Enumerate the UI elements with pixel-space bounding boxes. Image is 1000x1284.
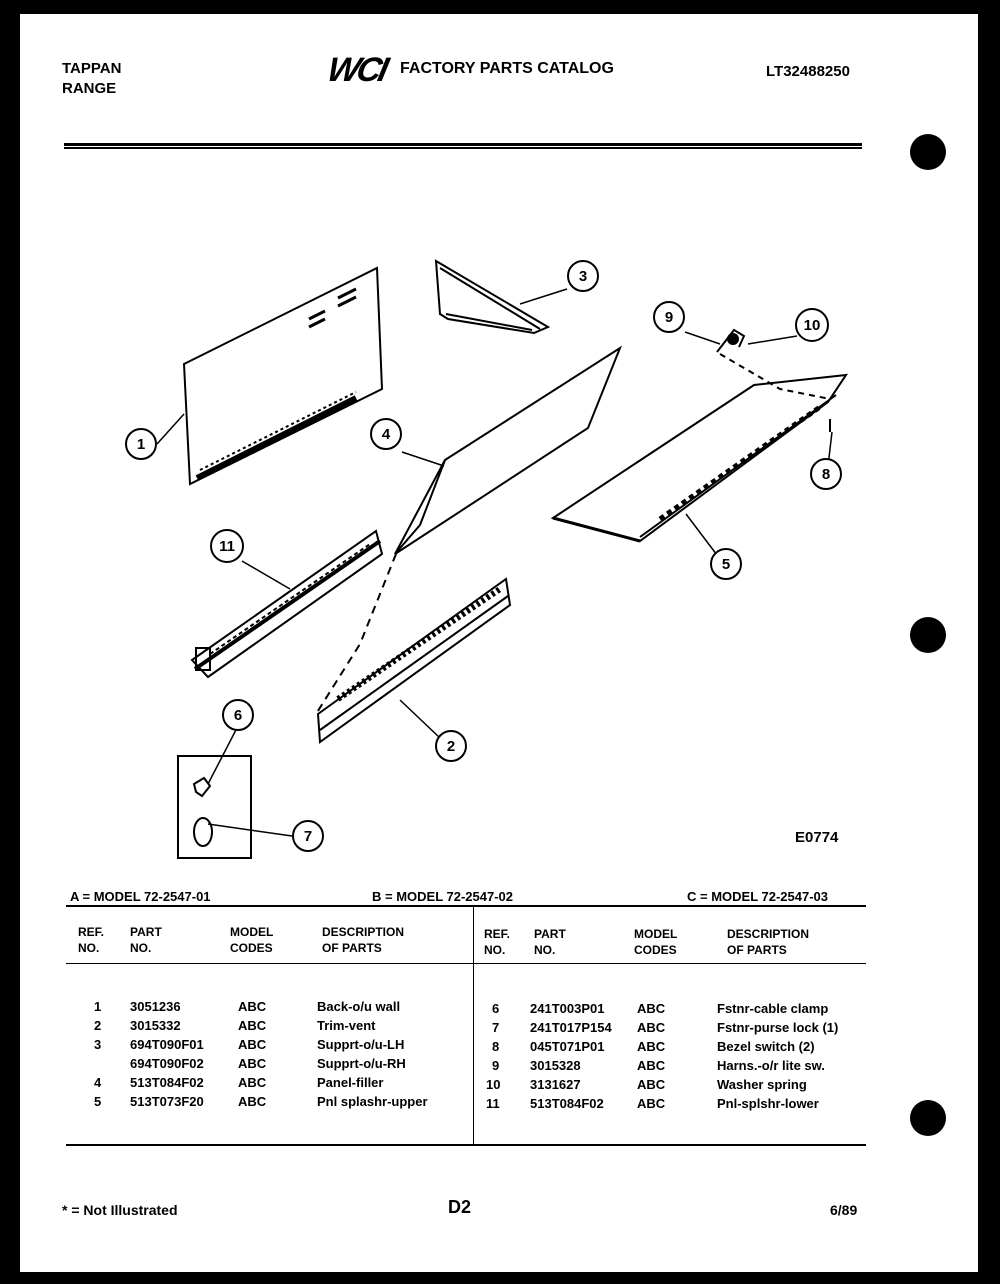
table-row-codes: ABC xyxy=(238,1094,267,1109)
table-row-ref: 1 xyxy=(94,999,102,1014)
table-row-desc: Supprt-o/u-RH xyxy=(317,1056,406,1071)
table-row-part: 241T017P154 xyxy=(530,1020,612,1035)
callout-label-9: 9 xyxy=(664,309,674,326)
table-row-ref: 3 xyxy=(94,1037,102,1052)
binder-hole-bottom xyxy=(910,1100,946,1136)
table-row-part: 241T003P01 xyxy=(530,1001,605,1016)
hdr-ref-right: REF. NO. xyxy=(484,927,511,957)
catalog-sheet xyxy=(20,14,978,1272)
wci-logo: WCI xyxy=(323,51,390,89)
table-row-desc: Washer spring xyxy=(717,1077,807,1092)
table-row-ref: 5 xyxy=(94,1094,102,1109)
callout-label-1: 1 xyxy=(136,436,146,453)
model-b: B = MODEL 72-2547-02 xyxy=(372,889,514,904)
page-number: D2 xyxy=(448,1197,472,1217)
table-row-part: 3015328 xyxy=(530,1058,581,1073)
callout-label-8: 8 xyxy=(821,466,831,483)
table-row-ref: 2 xyxy=(94,1018,102,1033)
table-row-codes: ABC xyxy=(238,999,267,1014)
callout-label-7: 7 xyxy=(303,828,313,845)
table-row-desc: Bezel switch (2) xyxy=(717,1039,815,1054)
table-row-codes: ABC xyxy=(637,1020,666,1035)
model-a: A = MODEL 72-2547-01 xyxy=(70,889,211,904)
table-row-part: 3051236 xyxy=(130,999,181,1014)
table-row-ref: 11 xyxy=(486,1096,500,1111)
catalog-number: LT32488250 xyxy=(766,63,850,80)
table-bottom-rule xyxy=(66,1144,866,1146)
part-trim-vent xyxy=(318,579,510,742)
hdr-desc-left: DESCRIPTION OF PARTS xyxy=(322,925,405,955)
table-row-ref: 4 xyxy=(94,1075,102,1090)
table-row-desc: Harns.-o/r lite sw. xyxy=(717,1058,825,1073)
brand-line-2: RANGE xyxy=(62,80,117,97)
table-row-desc: Pnl-splshr-lower xyxy=(717,1096,819,1111)
figure-code: E0774 xyxy=(795,829,839,846)
table-row-part: 513T084F02 xyxy=(530,1096,604,1111)
hdr-part-right: PART NO. xyxy=(534,927,566,957)
callout-label-3: 3 xyxy=(578,268,588,285)
model-c: C = MODEL 72-2547-03 xyxy=(687,889,829,904)
table-row-part: 513T073F20 xyxy=(130,1094,204,1109)
table-row-desc: Pnl splashr-upper xyxy=(317,1094,428,1109)
table-top-rule xyxy=(66,905,866,907)
table-row-part: 694T090F02 xyxy=(130,1056,204,1071)
table-divider xyxy=(473,907,474,1144)
table-row-desc: Trim-vent xyxy=(317,1018,376,1033)
table-row-codes: ABC xyxy=(238,1075,267,1090)
callout-label-11: 11 xyxy=(219,538,235,555)
table-row-ref: 6 xyxy=(492,1001,500,1016)
table-row-ref: 10 xyxy=(486,1077,501,1092)
table-row-ref: 7 xyxy=(492,1020,500,1035)
table-row-codes: ABC xyxy=(637,1058,666,1073)
hdr-desc-right: DESCRIPTION OF PARTS xyxy=(727,927,810,957)
table-row-codes: ABC xyxy=(238,1037,267,1052)
table-row-part: 513T084F02 xyxy=(130,1075,204,1090)
table-row-part: 045T071P01 xyxy=(530,1039,605,1054)
callout-label-5: 5 xyxy=(721,556,731,573)
part-support xyxy=(436,261,548,333)
table-row-part: 3015332 xyxy=(130,1018,181,1033)
brand-line-1: TAPPAN xyxy=(62,60,122,77)
revision-date: 6/89 xyxy=(830,1202,858,1218)
table-row-desc: Back-o/u wall xyxy=(317,999,401,1014)
table-row-desc: Fstnr-purse lock (1) xyxy=(717,1020,839,1035)
table-row-ref: 8 xyxy=(492,1039,500,1054)
callout-label-10: 10 xyxy=(803,317,821,334)
table-row-desc: Fstnr-cable clamp xyxy=(717,1001,829,1016)
table-row-codes: ABC xyxy=(238,1056,267,1071)
hdr-ref-left: REF. NO. xyxy=(78,925,105,955)
catalog-title: FACTORY PARTS CATALOG xyxy=(400,60,614,77)
exploded-parts-diagram xyxy=(20,14,978,884)
table-row-part: 694T090F01 xyxy=(130,1037,204,1052)
table-row-codes: ABC xyxy=(637,1077,666,1092)
table-row-desc: Supprt-o/u-LH xyxy=(317,1037,405,1052)
table-header-rule xyxy=(66,963,866,964)
table-row-codes: ABC xyxy=(637,1001,666,1016)
callout-label-4: 4 xyxy=(381,426,391,443)
table-row-codes: ABC xyxy=(238,1018,267,1033)
hdr-part-left: PART NO. xyxy=(130,925,162,955)
callout-label-2: 2 xyxy=(446,738,456,755)
table-row-desc: Panel-filler xyxy=(317,1075,384,1090)
table-row-codes: ABC xyxy=(637,1039,666,1054)
table-row-ref: 9 xyxy=(492,1058,500,1073)
hdr-model-left: MODEL CODES xyxy=(230,925,274,955)
hdr-model-right: MODEL CODES xyxy=(634,927,678,957)
table-row-codes: ABC xyxy=(637,1096,666,1111)
callout-label-6: 6 xyxy=(233,707,243,724)
table-row-part: 3131627 xyxy=(530,1077,581,1092)
footnote: * = Not Illustrated xyxy=(62,1202,178,1218)
part-back-wall xyxy=(184,268,382,484)
